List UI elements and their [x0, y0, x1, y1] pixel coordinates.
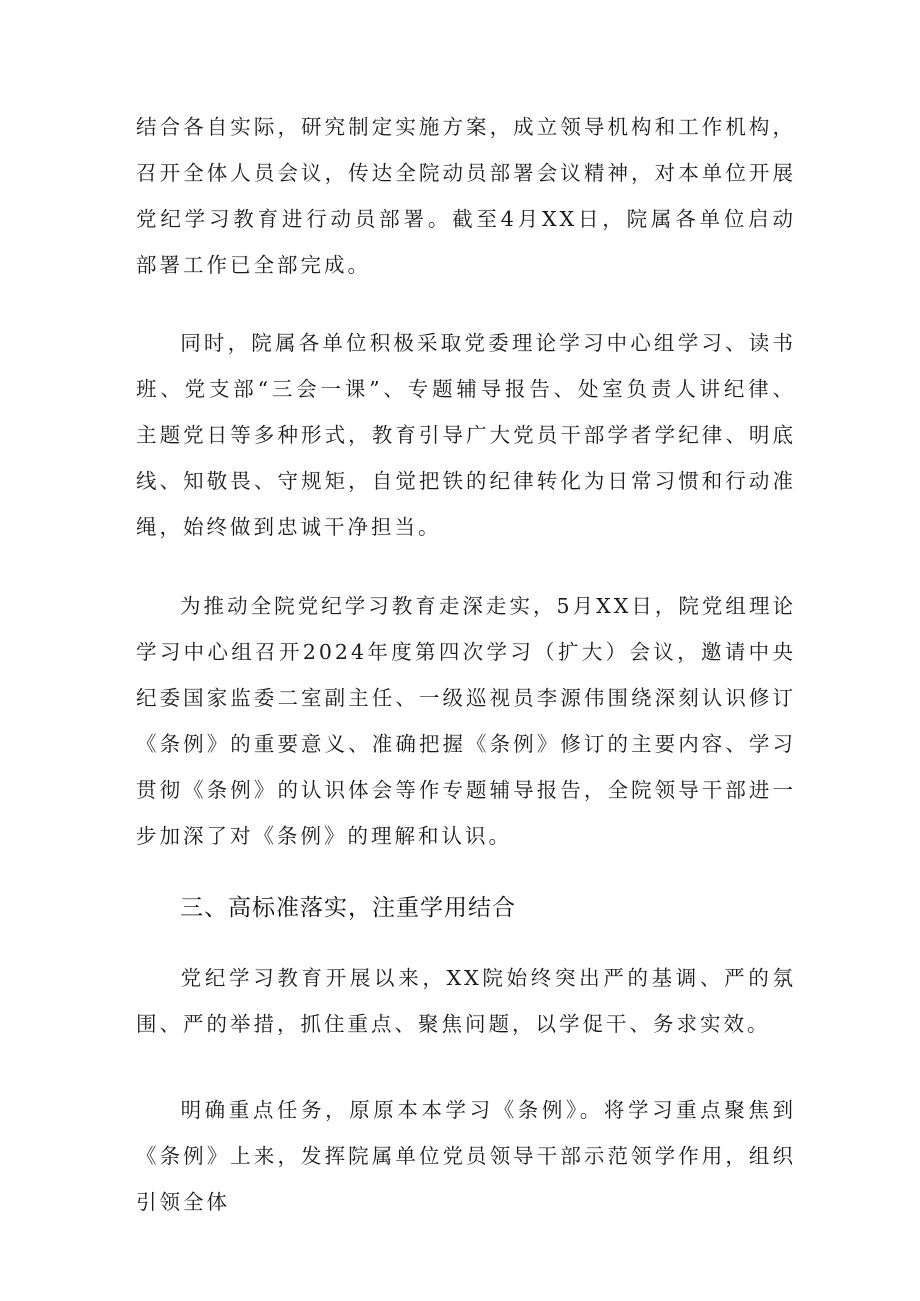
paragraph-text: 结合各自实际，研究制定实施方案，成立领导机构和工作机构，召开全体人员会议，传达全院动员部署会议精神，对本单位开展党纪学习教育进行动员部署。截至4月XX日，院属各单位启动部署工作已全部完成。 — [136, 115, 796, 277]
paragraph-text: 为推动全院党纪学习教育走深走实，5月XX日，院党组理论学习中心组召开2024年度第四次学习（扩大）会议，邀请中央纪委国家监委二室副主任、一级巡视员李源伟围绕深刻认识修订《条例》的重要意义、准确把握《条例》修订的主要内容、学习贯彻《条例》的认识体会等作专题辅导报告，全院领导干部进一步加深了对《条例》的理解和认识。 — [136, 594, 796, 848]
paragraph-text: 同时，院属各单位积极采取党委理论学习中心组学习、读书班、党支部“三会一课”、专题辅导报告、处室负责人讲纪律、主题党日等多种形式，教育引导广大党员干部学者学纪律、明底线、知敬畏、守规矩，自觉把铁的纪律转化为日常习惯和行动准绳，始终做到忠诚干净担当。 — [136, 331, 796, 539]
section-heading: 三、高标准落实，注重学用结合 — [180, 895, 516, 921]
paragraph-text: 明确重点任务，原原本本学习《条例》。将学习重点聚焦到《条例》上来，发挥院属单位党员领导干部示范领学作用，组织引领全体 — [136, 1098, 796, 1214]
paragraph-implementation — [136, 104, 796, 288]
paragraph-text: 党纪学习教育开展以来，XX院始终突出严的基调、严的氛围、严的举措，抓住重点、聚焦问题，以学促干、务求实效。 — [136, 966, 796, 1036]
paragraph-study-meeting — [136, 583, 796, 859]
paragraph-overview — [136, 955, 796, 1047]
paragraph-key-tasks — [136, 1087, 796, 1225]
paragraph-study-forms — [136, 320, 796, 550]
